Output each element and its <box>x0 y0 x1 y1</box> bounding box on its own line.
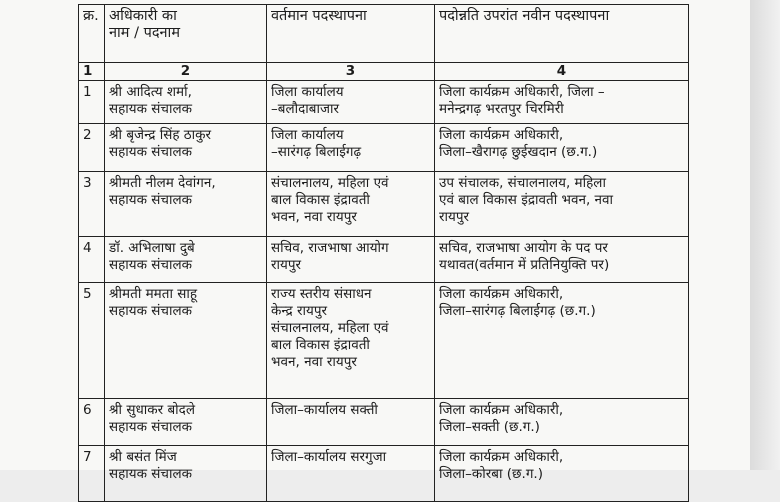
header-name: अधिकारी का नाम / पदनाम <box>105 5 267 63</box>
serial-number-text: 4 <box>83 240 92 256</box>
serial-number-cell <box>79 283 105 399</box>
table-row <box>79 283 689 399</box>
officer-name-text: श्री आदित्य शर्मा, सहायक संचालक <box>109 84 192 117</box>
officer-name-cell <box>105 399 267 446</box>
new-posting-cell <box>435 237 689 283</box>
column-number: 1 <box>79 63 105 81</box>
new-posting-cell <box>435 172 689 237</box>
new-posting-cell <box>435 81 689 124</box>
header-new-posting: पदोन्नति उपरांत नवीन पदस्थापना <box>435 5 689 63</box>
column-number: 4 <box>435 63 689 81</box>
new-posting-cell <box>435 399 689 446</box>
serial-number-cell <box>79 124 105 172</box>
officer-name-cell <box>105 124 267 172</box>
new-posting-text: जिला कार्यक्रम अधिकारी, जिला–कोरबा (छ.ग.) <box>439 449 564 482</box>
current-posting-cell <box>267 237 435 283</box>
table-row <box>79 81 689 124</box>
serial-number-cell <box>79 399 105 446</box>
officer-name-text: श्री बसंत मिंज सहायक संचालक <box>109 449 192 482</box>
current-posting-cell <box>267 81 435 124</box>
new-posting-text: जिला कार्यक्रम अधिकारी, जिला–खैरागढ़ छुईखदान (छ.ग.) <box>439 127 598 160</box>
table-row <box>79 446 689 502</box>
header-row <box>79 5 689 63</box>
serial-number-text: 1 <box>83 84 92 100</box>
new-posting-text: उप संचालक, संचालनालय, महिला एवं बाल विकास इंद्रावती भवन, नवा रायपुर <box>439 175 614 225</box>
officer-name-text: श्री सुधाकर बोदले सहायक संचालक <box>109 402 195 435</box>
officer-name-text: डॉ. अभिलाषा दुबे सहायक संचालक <box>109 240 195 273</box>
table-row <box>79 124 689 172</box>
column-number: 3 <box>267 63 435 81</box>
officer-name-cell <box>105 172 267 237</box>
officer-name-cell <box>105 237 267 283</box>
new-posting-text: जिला कार्यक्रम अधिकारी, जिला–सारंगढ़ बिलाईगढ़ (छ.ग.) <box>439 286 596 319</box>
officer-name-text: श्रीमती ममता साहू सहायक संचालक <box>109 286 198 319</box>
officer-name-cell <box>105 81 267 124</box>
header-sno: क्र. <box>79 5 105 63</box>
current-posting-text: जिला कार्यालय –बलौदाबाजार <box>271 84 344 117</box>
new-posting-cell <box>435 446 689 502</box>
page-edge <box>750 0 780 470</box>
column-number-row <box>79 63 689 81</box>
serial-number-cell <box>79 172 105 237</box>
new-posting-cell <box>435 283 689 399</box>
officer-name-cell <box>105 283 267 399</box>
officer-name-text: श्रीमती नीलम देवांगन, सहायक संचालक <box>109 175 216 208</box>
current-posting-text: जिला कार्यालय –सारंगढ़ बिलाईगढ़ <box>271 127 362 160</box>
serial-number-text: 6 <box>83 402 92 418</box>
current-posting-text: सचिव, राजभाषा आयोग रायपुर <box>271 240 389 273</box>
current-posting-cell <box>267 399 435 446</box>
promotion-table <box>78 4 689 502</box>
table-row <box>79 399 689 446</box>
current-posting-text: राज्य स्तरीय संसाधन केन्द्र रायपुर संचालनालय, महिला एवं बाल विकास इंद्रावती भवन, नवा रायपुर <box>271 286 389 370</box>
serial-number-text: 3 <box>83 175 92 191</box>
serial-number-text: 2 <box>83 127 92 143</box>
serial-number-text: 5 <box>83 286 92 302</box>
current-posting-cell <box>267 283 435 399</box>
serial-number-text: 7 <box>83 449 92 465</box>
officer-name-text: श्री बृजेन्द्र सिंह ठाकुर सहायक संचालक <box>109 127 212 160</box>
column-number: 2 <box>105 63 267 81</box>
new-posting-text: जिला कार्यक्रम अधिकारी, जिला–सक्ती (छ.ग.) <box>439 402 564 435</box>
current-posting-cell <box>267 172 435 237</box>
officer-name-cell <box>105 446 267 502</box>
new-posting-cell <box>435 124 689 172</box>
serial-number-cell <box>79 237 105 283</box>
current-posting-text: संचालनालय, महिला एवं बाल विकास इंद्रावती भवन, नवा रायपुर <box>271 175 389 225</box>
serial-number-cell <box>79 446 105 502</box>
current-posting-cell <box>267 446 435 502</box>
current-posting-text: जिला–कार्यालय सक्ती <box>271 402 378 418</box>
current-posting-cell <box>267 124 435 172</box>
current-posting-text: जिला–कार्यालय सरगुजा <box>271 449 387 465</box>
serial-number-cell <box>79 81 105 124</box>
new-posting-text: सचिव, राजभाषा आयोग के पद पर यथावत(वर्तमान में प्रतिनियुक्ति पर) <box>439 240 610 273</box>
new-posting-text: जिला कार्यक्रम अधिकारी, जिला – मनेन्द्रगढ़ भरतपुर चिरमिरी <box>439 84 605 117</box>
header-current-posting: वर्तमान पदस्थापना <box>267 5 435 63</box>
table-row <box>79 237 689 283</box>
table-row <box>79 172 689 237</box>
